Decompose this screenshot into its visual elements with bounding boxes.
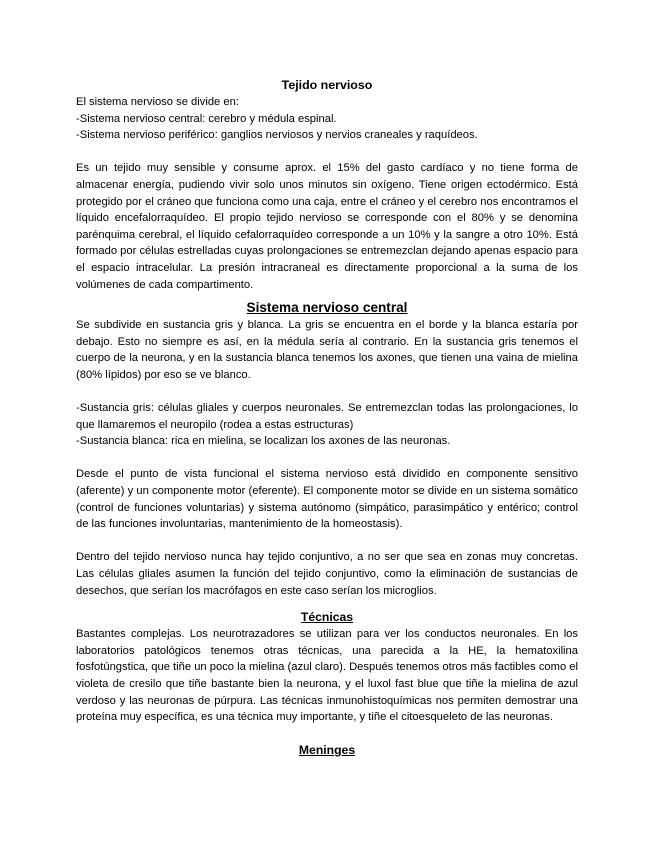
page-title: Tejido nervioso — [281, 78, 373, 92]
paragraph-tissue-overview: Es un tejido muy sensible y consume aprox. el 15% del gasto cardíaco y no tiene forma de almacenar energía, pudiendo vivir solo unos minutos sin oxígeno. Tiene origen ectodérmico. Está protegido por el cráneo que funciona como una caja, entre el cráneo y el cerebro nos encontramos el líquido encefalorraquídeo. El propio tejido nervioso se corresponde con el 80% y se denomina parénquima cerebral, el líquido cefalorraquídeo corresponde a un 10% y la sangre a otro 10%. Está formado por células estrelladas cuyas prolongaciones se entremezclan dejando apenas espacio para el espacio intracelular. La presión intracraneal es directamente proporcional a la suma de los volúmenes de cada compartimento. — [76, 162, 578, 291]
spacer — [76, 144, 578, 161]
section-heading-meninges: Meninges — [298, 742, 356, 757]
section-heading-snc: Sistema nervioso central — [246, 300, 408, 316]
paragraph-gray-white-matter: Se subdivide en sustancia gris y blanca. La gris se encuentra en el borde y la blanca estaría por debajo. Esto no siempre es así, en la médula sería al contrario. En la sustancia gris tenemos el cuerpo de la neurona, y en la sustancia blanca tenemos los axones, que tienen una vaina de mielina (80% lípidos) por eso se ve blanco. — [76, 319, 578, 381]
intro-item-central: -Sistema nervioso central: cerebro y médula espinal. — [76, 112, 337, 125]
intro-lead: El sistema nervioso se divide en: — [76, 96, 239, 108]
paragraph-functional-division: Desde el punto de vista funcional el sistema nervioso está dividido en componente sensitivo (aferente) y un componente motor (eferente). El componente motor se divide en un sistema somático (control de funciones voluntarias) y sistema autónomo (simpático, parasimpático y entérico; control de las funciones involuntarias, mantenimiento de la homeostasis). — [76, 468, 578, 531]
paragraph-connective-tissue: Dentro del tejido nervioso nunca hay tejido conjuntivo, a no ser que sea en zonas muy concretas. Las células gliales asumen la función del tejido conjuntivo, como la eliminación de sustancias de desechos, que serían los macrófagos en este caso serían los microglios. — [76, 551, 578, 597]
spacer — [76, 384, 578, 401]
paragraph-gray-matter: -Sustancia gris: células gliales y cuerpos neuronales. Se entremezclan todas las prolongaciones, lo que llamaremos el neuropilo (rodea a estas estructuras) — [76, 402, 578, 431]
intro-block — [76, 94, 578, 144]
intro-item-peripheral: -Sistema nervioso periférico: ganglios nerviosos y nervios craneales y raquídeos. — [76, 129, 478, 142]
spacer — [76, 533, 578, 550]
spacer — [76, 450, 578, 467]
spacer — [76, 599, 578, 609]
section-heading-tecnicas: Técnicas — [300, 610, 354, 625]
paragraph-white-matter: -Sustancia blanca: rica en mielina, se localizan los axones de las neuronas. — [76, 435, 451, 448]
paragraph-techniques: Bastantes complejas. Los neurotrazadores se utilizan para ver los conductos neuronales. En los laboratorios patológicos tenemos otras técnicas, una parecida a la HE, la hematoxilina fosfotúngstica, que tiñe un poco la mielina (azul claro). Después tenemos otros más factibles como el violeta de cresilo que tiñe bastante bien la neurona, y el luxol fast blue que tiñe la mielina de azul verdoso y las neuronas de púrpura. Las técnicas inmunohistoquímicas nos permiten demostrar una proteína muy específica, es una técnica muy importante, y tiñe el citoesqueleto de las neuronas. — [76, 628, 578, 724]
spacer — [76, 726, 578, 742]
document-page — [76, 76, 578, 759]
